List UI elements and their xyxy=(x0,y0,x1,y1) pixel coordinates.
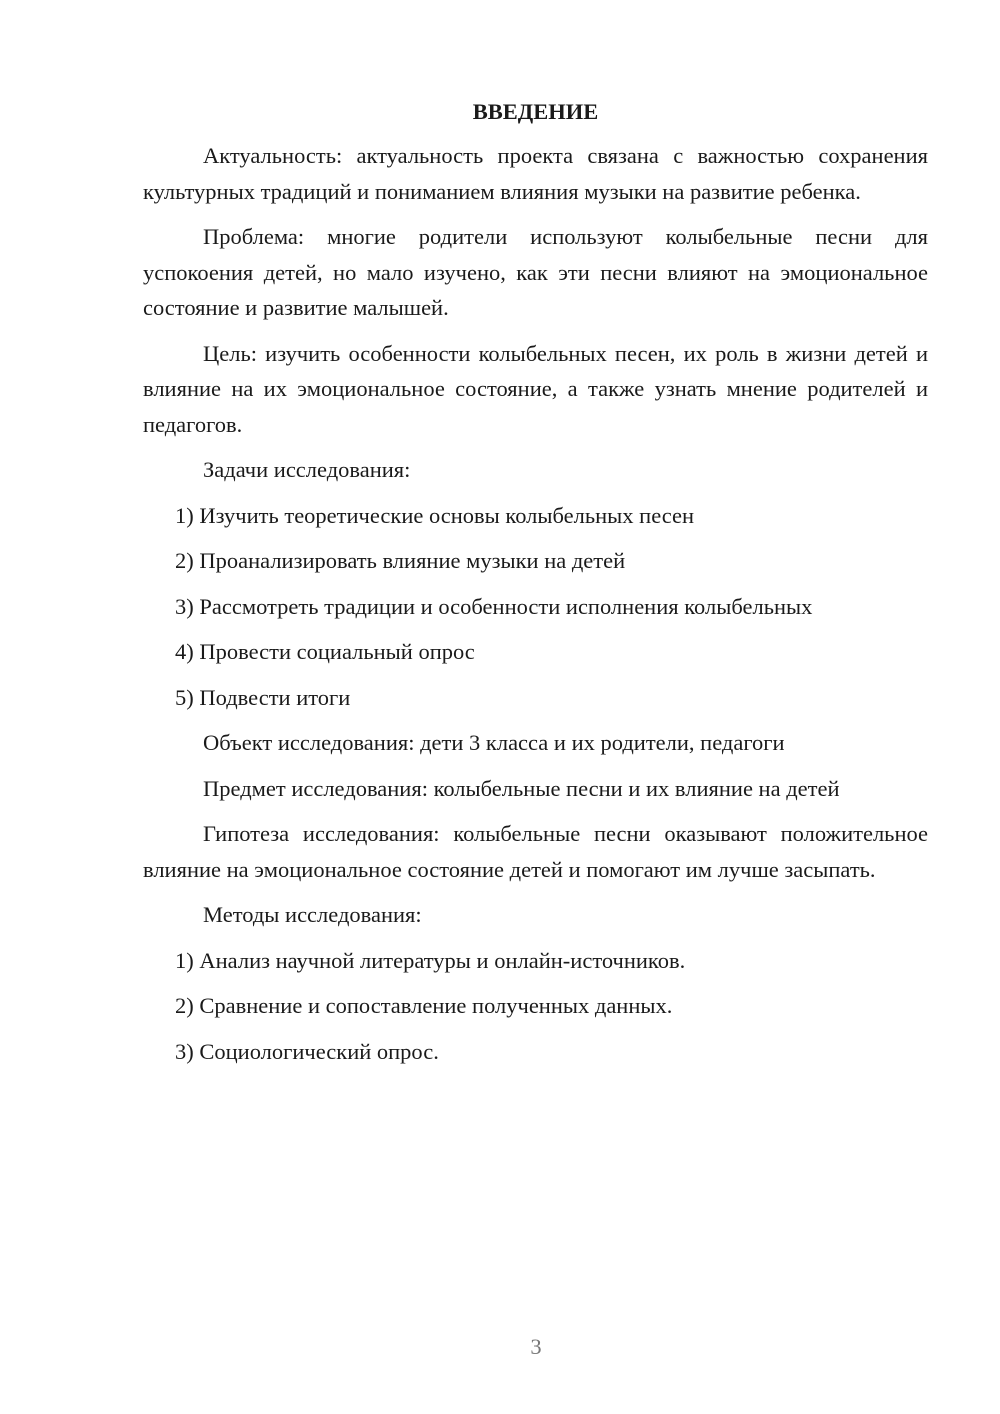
method-item-1: 1) Анализ научной литературы и онлайн-источников. xyxy=(175,947,686,973)
method-item-2: 2) Сравнение и сопоставление полученных данных. xyxy=(175,993,673,1018)
relevance-paragraph: Актуальность: актуальность проекта связана с важностью сохранения культурных традиций и пониманием влияния музыки на развитие ребенка. xyxy=(143,143,928,204)
problem-paragraph: Проблема: многие родители используют колыбельные песни для успокоения детей, но мало изучено, как эти песни влияют на эмоциональное состояние и развитие малышей. xyxy=(143,224,928,320)
page-content xyxy=(143,98,928,1079)
methods-title: Методы исследования: xyxy=(203,902,422,927)
section-heading: ВВЕДЕНИЕ xyxy=(472,99,599,124)
task-item-3: 3) Рассмотреть традиции и особенности исполнения колыбельных xyxy=(175,593,813,619)
hypothesis-paragraph: Гипотеза исследования: колыбельные песни оказывают положительное влияние на эмоциональное состояние детей и помогают им лучше засыпать. xyxy=(143,821,928,882)
subject-paragraph: Предмет исследования: колыбельные песни и их влияние на детей xyxy=(203,775,840,801)
task-item-1: 1) Изучить теоретические основы колыбельных песен xyxy=(175,502,695,528)
task-item-4: 4) Провести социальный опрос xyxy=(175,639,475,664)
object-paragraph: Объект исследования: дети 3 класса и их родители, педагоги xyxy=(203,730,785,755)
goal-paragraph: Цель: изучить особенности колыбельных песен, их роль в жизни детей и влияние на их эмоциональное состояние, а также узнать мнение родителей и педагогов. xyxy=(143,340,928,437)
page-number: 3 xyxy=(530,1334,542,1359)
task-item-2: 2) Проанализировать влияние музыки на детей xyxy=(175,548,626,573)
task-item-5: 5) Подвести итоги xyxy=(175,684,351,710)
tasks-title: Задачи исследования: xyxy=(203,457,411,482)
method-item-3: 3) Социологический опрос. xyxy=(175,1038,439,1064)
